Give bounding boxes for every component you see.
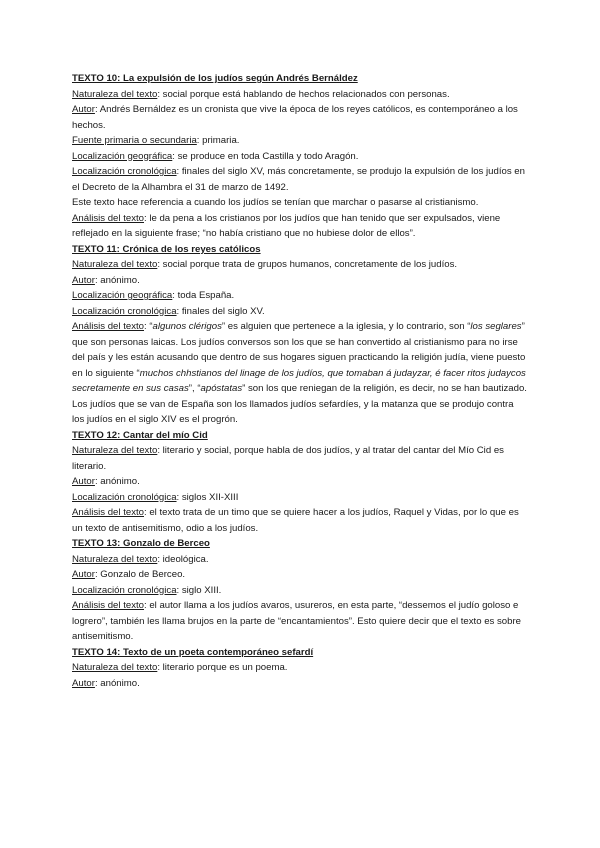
entry-text: : el texto trata de un timo que se quiere hacer a los judíos, Raquel y Vidas, por lo que es un texto de antisemitismo, odio a los judíos. — [72, 507, 519, 534]
entry-text: ” son los que reniegan de la religión, es decir, no se han bautizado. Los judíos que se van de España son los llamados judíos sefardíes, y la matanza que se produjo contra los judíos en el siglo XIV es el progrón. — [72, 383, 527, 425]
entry-localizacion-cronologica — [72, 583, 528, 599]
entry-text: ” es alguien que pertenece a la iglesia, y lo contrario, son “ — [221, 321, 471, 332]
section-heading: TEXTO 14: Texto de un poeta contemporáneo sefardí — [72, 646, 314, 658]
entry-naturaleza-del-texto — [72, 87, 528, 103]
entry-analisis-del-texto — [72, 211, 528, 242]
entry-label: Autor — [72, 677, 95, 689]
entry-analisis-del-texto — [72, 505, 528, 536]
entry-autor — [72, 474, 528, 490]
entry-text: : ideológica. — [157, 553, 209, 565]
entry-text: : anónimo. — [94, 274, 140, 286]
entry-label: Localización cronológica — [72, 166, 177, 177]
quoted-term: los seglares — [470, 321, 522, 332]
entry-text: ”, “ — [188, 383, 201, 394]
quoted-term: muchos chhstianos del linage de los judíos, que tomaban á judayzar, é facer ritos judaycos secretamente en sus casas — [72, 367, 526, 394]
entry-text: Este texto hace referencia a cuando los judíos se tenían que marchar o pasarse al cristianismo. — [72, 197, 479, 208]
section-heading: TEXTO 11: Crónica de los reyes católicos — [72, 243, 261, 255]
entry-fuente-primaria-o-secundaria — [72, 133, 528, 149]
entry-label: Localización geográfica — [72, 150, 173, 162]
entry-label: Localización geográfica — [72, 290, 173, 301]
entry-label: Análisis del texto — [72, 507, 144, 518]
entry-text: : anónimo. — [94, 476, 140, 487]
entry-text: : anónimo. — [94, 677, 140, 689]
entry-text: : literario porque es un poema. — [157, 662, 288, 673]
entry-text: : se produce en toda Castilla y todo Aragón. — [172, 150, 359, 162]
entry-naturaleza-del-texto — [72, 552, 528, 568]
entry-label: Naturaleza del texto — [72, 553, 158, 565]
entry-naturaleza-del-texto — [72, 257, 528, 273]
entry-label: Naturaleza del texto — [72, 445, 158, 456]
entry-text: : siglos XII-XIII — [176, 491, 239, 503]
entry-text: : toda España. — [172, 290, 235, 301]
entry-text: : el autor llama a los judíos avaros, usureros, en esta parte, “dessemos el judío goloso e logrero”, también les llama brujos en la parte de “encantamientos”. Esto quiere decir que el texto es sobre antisemitismo. — [72, 600, 522, 642]
entry-label: Naturaleza del texto — [72, 259, 158, 270]
entry-autor — [72, 676, 528, 692]
entry-label: Autor — [72, 476, 95, 487]
entry-label: Localización cronológica — [72, 584, 177, 596]
entry-text: : primaria. — [196, 135, 240, 146]
entry-text: : Gonzalo de Berceo. — [94, 569, 186, 580]
entry-text: : “ — [144, 321, 153, 332]
entry-text: : siglo XIII. — [176, 584, 222, 596]
entry-label: Localización cronológica — [72, 305, 177, 317]
entry-label: Autor — [72, 104, 95, 115]
entry-label: Análisis del texto — [72, 600, 144, 611]
entry-naturaleza-del-texto — [72, 443, 528, 474]
entry-label: Autor — [72, 274, 95, 286]
entry-text: : literario y social, porque habla de dos judíos, y al tratar del cantar del Mío Cid es literario. — [72, 445, 504, 472]
entry-label: Naturaleza del texto — [72, 88, 158, 100]
quoted-term: algunos clérigos — [152, 321, 222, 332]
entry-label: Análisis del texto — [72, 212, 144, 224]
entry-text: ” que son personas laicas. Los judíos conversos son los que se han convertido al cristianismo para no irse del país y les están acusando que dentro de sus hogares siguen practicando la religión judía, viene puesto en lo siguiente “ — [72, 321, 526, 379]
section-heading: TEXTO 13: Gonzalo de Berceo — [72, 538, 210, 549]
entry-text: : social porque trata de grupos humanos, concretamente de los judíos. — [157, 259, 458, 270]
entry-note — [72, 195, 528, 211]
entry-label: Fuente primaria o secundaria — [72, 135, 197, 146]
entry-text: : finales del siglo XV. — [176, 305, 265, 317]
entry-localizacion-geografica — [72, 149, 528, 165]
quoted-term: apóstatas — [200, 383, 243, 394]
entry-label: Naturaleza del texto — [72, 662, 158, 673]
entry-text: : Andrés Bernáldez es un cronista que vive la época de los reyes católicos, es contemporáneo a los hechos. — [72, 104, 518, 131]
entry-autor — [72, 102, 528, 133]
entry-label: Análisis del texto — [72, 321, 144, 332]
section-heading: TEXTO 12: Cantar del mío Cid — [72, 429, 208, 441]
entry-naturaleza-del-texto — [72, 660, 528, 676]
entry-localizacion-geografica — [72, 288, 528, 304]
entry-analisis-del-texto — [72, 598, 528, 645]
document-page — [72, 71, 528, 691]
entry-label: Autor — [72, 569, 95, 580]
entry-text: : social porque está hablando de hechos relacionados con personas. — [157, 88, 450, 100]
section-heading: TEXTO 10: La expulsión de los judíos según Andrés Bernáldez — [72, 73, 358, 84]
entry-analisis-del-texto — [72, 319, 528, 428]
entry-text: : finales del siglo XV, más concretamente, se produjo la expulsión de los judíos en el Decreto de la Alhambra el 31 de marzo de 1492. — [72, 166, 525, 193]
entry-autor — [72, 273, 528, 289]
entry-label: Localización cronológica — [72, 491, 177, 503]
entry-autor — [72, 567, 528, 583]
entry-localizacion-cronologica — [72, 490, 528, 506]
entry-localizacion-cronologica — [72, 304, 528, 320]
entry-text: : le da pena a los cristianos por los judíos que han tenido que ser expulsados, viene reflejado en la siguiente frase; “no había cristiano que no hubiese dolor de ellos”. — [72, 212, 501, 239]
entry-localizacion-cronologica — [72, 164, 528, 195]
